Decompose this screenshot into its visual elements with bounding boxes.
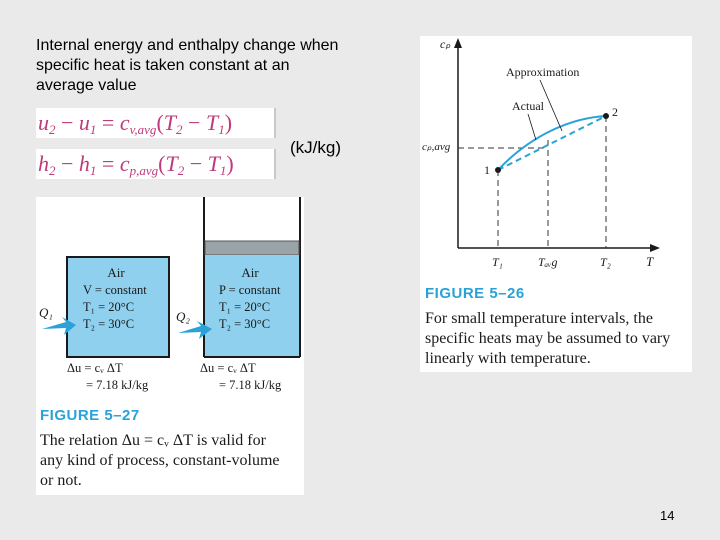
tavg-tick-label: Tₐᵥg bbox=[538, 255, 558, 269]
figure-5-27-label: FIGURE 5–27 bbox=[40, 407, 140, 424]
eq1-t1-sub: 1 bbox=[218, 122, 225, 137]
fig27-caption-line-2: any kind of process, constant-volume bbox=[40, 452, 280, 469]
figure-5-27-caption bbox=[40, 431, 304, 491]
x-axis-label: T bbox=[646, 254, 654, 269]
actual-label: Actual bbox=[512, 99, 544, 113]
figure-5-26-caption bbox=[425, 309, 691, 369]
figure-5-26 bbox=[420, 36, 692, 372]
point-1-marker bbox=[495, 167, 501, 173]
actual-pointer bbox=[528, 114, 536, 140]
page-number: 14 bbox=[660, 508, 675, 523]
tank1-value: = 7.18 kJ/kg bbox=[86, 378, 149, 392]
eq1-t2-sub: 2 bbox=[176, 122, 183, 137]
tank1-line3: T₂ = 30°C bbox=[83, 317, 135, 331]
tank1-title: Air bbox=[107, 265, 125, 280]
tank1-line2: T₁ = 20°C bbox=[83, 300, 135, 314]
x-axis-arrow-icon bbox=[650, 244, 660, 252]
intro-line-3: average value bbox=[36, 77, 137, 94]
t2-tick-label: T₂ bbox=[600, 255, 611, 269]
eq1-u1-sub: 1 bbox=[89, 122, 97, 137]
point-2-marker bbox=[603, 113, 609, 119]
intro-line-1: Internal energy and enthalpy change when bbox=[36, 37, 339, 54]
eq2-h1: h bbox=[78, 151, 90, 176]
eq2-h1-sub: 1 bbox=[89, 163, 97, 178]
fig26-caption-line-2: specific heats may be assumed to vary bbox=[425, 330, 671, 347]
units-label: (kJ/kg) bbox=[290, 138, 341, 157]
tanks-diagram bbox=[36, 197, 304, 402]
fig27-caption-line-1: The relation Δu = cᵥ ΔT is valid for bbox=[40, 432, 266, 449]
figure-5-27 bbox=[36, 197, 304, 495]
tank2-line2: T₁ = 20°C bbox=[219, 300, 271, 314]
cp-vs-t-graph bbox=[420, 36, 692, 276]
cp-avg-label: cₚ,avg bbox=[422, 141, 451, 153]
t1-tick-label: T₁ bbox=[492, 255, 503, 269]
eq1-u1: u bbox=[78, 110, 90, 135]
fig27-caption-line-3: or not. bbox=[40, 472, 82, 489]
eq1-u2-sub: 2 bbox=[49, 122, 56, 137]
eq2-coef-sub: p,avg bbox=[129, 163, 159, 178]
figure-5-26-label: FIGURE 5–26 bbox=[425, 285, 525, 302]
eq1-t2: T bbox=[163, 110, 177, 135]
eq2-coef: c bbox=[119, 151, 130, 176]
fig26-caption-line-3: linearly with temperature. bbox=[425, 350, 591, 367]
intro-line-2: specific heat is taken constant at an bbox=[36, 57, 290, 74]
eq1-u2: u bbox=[38, 110, 49, 135]
tank2-title: Air bbox=[241, 265, 259, 280]
approximation-line bbox=[498, 116, 606, 170]
heat-q2-label: Q₂ bbox=[176, 309, 190, 324]
internal-energy-equation: $u_2 - u_1 = c_{v,avg}(T_2 - T_1)$ bbox=[36, 108, 276, 138]
approximation-label: Approximation bbox=[506, 65, 580, 79]
eq1-coef-sub: v,avg bbox=[129, 122, 157, 137]
eq1-t1: T bbox=[205, 110, 219, 135]
eq1-coef: c bbox=[119, 110, 130, 135]
y-axis-arrow-icon bbox=[454, 38, 462, 48]
point-1-label: 1 bbox=[484, 163, 490, 177]
fig26-caption-line-1: For small temperature intervals, the bbox=[425, 310, 653, 327]
eq2-t1: T bbox=[207, 151, 220, 176]
tank2-value: = 7.18 kJ/kg bbox=[219, 378, 282, 392]
eq2-h2: h bbox=[38, 151, 49, 176]
tank1-line1: V = constant bbox=[83, 283, 147, 297]
tank2-line3: T₂ = 30°C bbox=[219, 317, 271, 331]
y-axis-label: cₚ bbox=[440, 37, 451, 51]
intro-text bbox=[36, 36, 396, 96]
enthalpy-equation: $h_2 - h_1 = c_{p,avg}(T_2 - T_1)$ bbox=[36, 149, 276, 179]
eq2-t1-sub: 1 bbox=[219, 163, 227, 178]
eq2-t2-sub: 2 bbox=[177, 163, 185, 178]
eq2-t2: T bbox=[165, 151, 178, 176]
piston bbox=[205, 241, 299, 255]
tank2-relation: Δu = cᵥ ΔT bbox=[200, 361, 256, 375]
tank2-line1: P = constant bbox=[219, 283, 281, 297]
point-2-label: 2 bbox=[612, 105, 618, 119]
heat-q1-label: Q₁ bbox=[39, 305, 53, 320]
eq2-h2-sub: 2 bbox=[49, 163, 56, 178]
tank1-relation: Δu = cᵥ ΔT bbox=[67, 361, 123, 375]
